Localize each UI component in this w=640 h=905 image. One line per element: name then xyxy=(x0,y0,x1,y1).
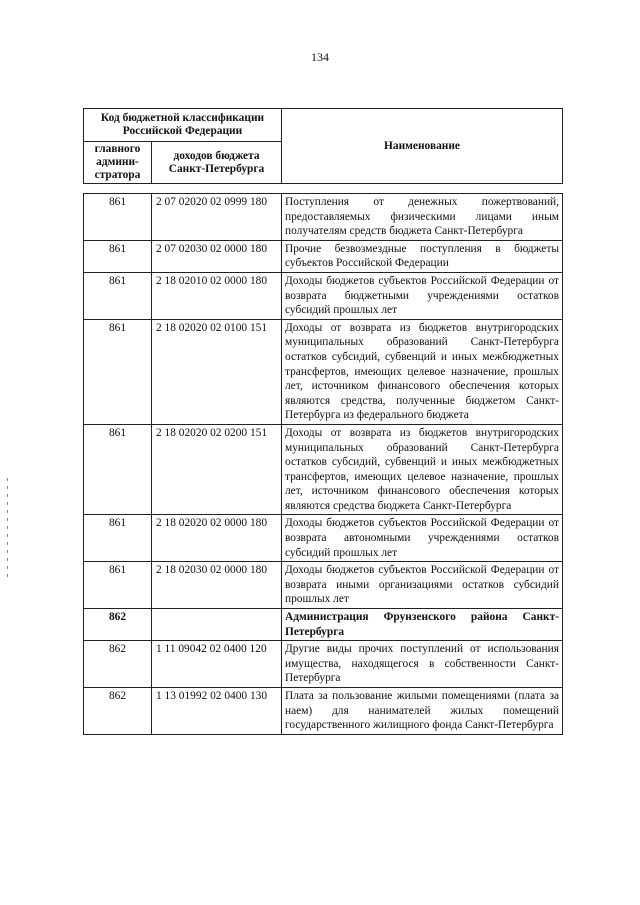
name-cell: Другие виды прочих поступлений от использования имущества, находящегося в собственности Санкт-Петербурга xyxy=(282,641,563,688)
table-row xyxy=(84,609,563,641)
income-code-cell xyxy=(152,609,282,641)
header-admin: главного админи-стратора xyxy=(84,142,152,184)
table-row xyxy=(84,688,563,735)
admin-code-cell: 861 xyxy=(84,424,152,515)
name-cell: Поступления от денежных пожертвований, предоставляемых физическими лицами иным получателям средств бюджета Санкт-Петербурга xyxy=(282,194,563,241)
admin-code-cell: 861 xyxy=(84,240,152,272)
table-row xyxy=(84,319,563,424)
income-code-cell: 2 18 02030 02 0000 180 xyxy=(152,562,282,609)
name-cell: Плата за пользование жилыми помещениями (плата за наем) для нанимателей жилых помещений государственного жилищного фонда Санкт-Петербурга xyxy=(282,688,563,735)
header-code-group: Код бюджетной классификации Российской Федерации xyxy=(84,109,282,142)
admin-code-cell: 862 xyxy=(84,641,152,688)
header-table xyxy=(83,108,563,184)
page-number: 134 xyxy=(311,50,329,64)
income-code-cell: 1 11 09042 02 0400 120 xyxy=(152,641,282,688)
admin-code-cell: 861 xyxy=(84,194,152,241)
name-cell: Доходы от возврата из бюджетов внутригородских муниципальных образований Санкт-Петербурга остатков субсидий, субвенций и иных межбюджетных трансфертов, имеющих целевое назначение, прошлых лет, источником финансового обеспечения которых являются средства, полученные бюджетом Санкт-Петербурга из федерального бюджета xyxy=(282,319,563,424)
income-code-cell: 2 18 02020 02 0100 151 xyxy=(152,319,282,424)
income-code-cell: 1 13 01992 02 0400 130 xyxy=(152,688,282,735)
admin-code-cell: 861 xyxy=(84,515,152,562)
admin-code-cell: 861 xyxy=(84,272,152,319)
name-cell: Администрация Фрунзенского района Санкт-Петербурга xyxy=(282,609,563,641)
income-code-cell: 2 07 02020 02 0999 180 xyxy=(152,194,282,241)
name-cell: Доходы бюджетов субъектов Российской Федерации от возврата автономными учреждениями остатков субсидий прошлых лет xyxy=(282,515,563,562)
income-code-cell: 2 18 02020 02 0000 180 xyxy=(152,515,282,562)
income-code-cell: 2 07 02030 02 0000 180 xyxy=(152,240,282,272)
income-code-cell: 2 18 02010 02 0000 180 xyxy=(152,272,282,319)
name-cell: Доходы бюджетов субъектов Российской Федерации от возврата бюджетными учреждениями остатков субсидий прошлых лет xyxy=(282,272,563,319)
admin-code-cell: 862 xyxy=(84,688,152,735)
table-row xyxy=(84,240,563,272)
table-row xyxy=(84,194,563,241)
name-cell: Доходы от возврата из бюджетов внутригородских муниципальных образований Санкт-Петербурга остатков субсидий, субвенций и иных межбюджетных трансфертов, имеющих целевое назначение, прошлых лет, источником финансового обеспечения которых являются средства бюджета Санкт-Петербурга xyxy=(282,424,563,515)
admin-code-cell: 861 xyxy=(84,319,152,424)
admin-code-cell: 862 xyxy=(84,609,152,641)
header-name: Наименование xyxy=(282,109,563,184)
table-row xyxy=(84,424,563,515)
budget-table xyxy=(83,193,563,735)
scan-marks xyxy=(7,478,9,582)
table-row xyxy=(84,562,563,609)
name-cell: Прочие безвозмездные поступления в бюджеты субъектов Российской Федерации xyxy=(282,240,563,272)
income-code-cell: 2 18 02020 02 0200 151 xyxy=(152,424,282,515)
table-row xyxy=(84,641,563,688)
admin-code-cell: 861 xyxy=(84,562,152,609)
name-cell: Доходы бюджетов субъектов Российской Федерации от возврата иными организациями остатков субсидий прошлых лет xyxy=(282,562,563,609)
table-row xyxy=(84,272,563,319)
table-row xyxy=(84,515,563,562)
header-income: доходов бюджета Санкт-Петербурга xyxy=(152,142,282,184)
